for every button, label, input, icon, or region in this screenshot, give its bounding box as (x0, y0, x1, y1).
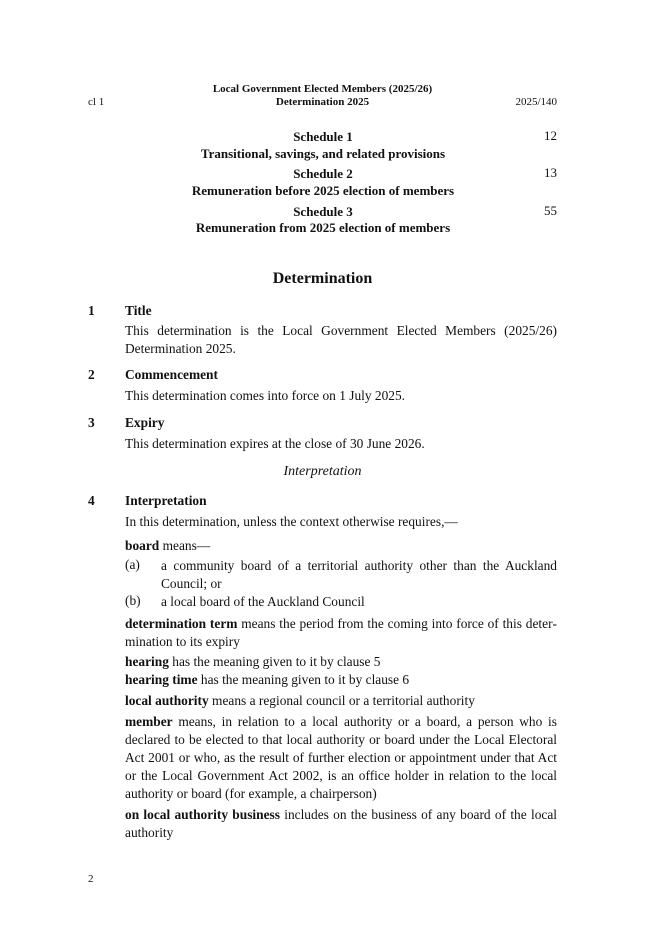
clause-2-text: This determination comes into force on 1 July 2025. (125, 388, 406, 403)
clause-2-heading: Commencement (125, 367, 218, 382)
schedule-3-label: Schedule 3 (293, 204, 353, 219)
definition-member (125, 713, 557, 803)
clause-3-text: This determination expires at the close of 30 June 2026. (125, 436, 425, 451)
schedule-2-label: Schedule 2 (293, 166, 353, 181)
running-header-title-line1: Local Government Elected Members (2025/26) (212, 83, 433, 95)
schedule-2-title: Remuneration before 2025 election of members (191, 183, 455, 198)
definition-text: has the meaning given to it by clause 5 (168, 654, 381, 669)
definition-text: means the period from the coming into force of this determination to its expiry (125, 616, 557, 649)
running-header-document-number: 2025/140 (515, 96, 557, 108)
running-header-clause-ref: cl 1 (88, 96, 105, 108)
clause-4-intro: In this determination, unless the context otherwise requires,— (125, 514, 458, 529)
definition-local-authority (125, 692, 557, 710)
defined-term: hearing time (125, 672, 198, 687)
definition-board (125, 537, 557, 555)
clause-2-number: 2 (88, 367, 95, 382)
clause-1-text: This determination is the Local Government Elected Members (2025/26) Determination 2025. (125, 323, 557, 356)
definition-on-local-authority-business (125, 806, 557, 842)
defined-term: member (125, 714, 173, 729)
clause-3-heading: Expiry (125, 415, 165, 430)
schedule-2-page: 13 (544, 165, 557, 180)
schedule-1-page: 12 (544, 128, 557, 143)
defined-term: local authority (125, 693, 209, 708)
clause-4-heading: Interpretation (125, 493, 207, 508)
paragraph-a-text: a community board of a territorial authority other than the Auckland Council; or (161, 558, 557, 591)
clause-3-number: 3 (88, 415, 95, 430)
definition-hearing (125, 653, 557, 671)
definition-hearing-time (125, 671, 557, 689)
definition-text: means— (159, 538, 211, 553)
definition-determination-term (125, 615, 557, 651)
clause-1-heading: Title (125, 303, 152, 318)
part-heading: Determination (272, 270, 373, 287)
definition-text: means a regional council or a territorial authority (208, 693, 475, 708)
paragraph-a-label: (a) (125, 557, 140, 572)
definition-text: includes on the business of any board of the local authority (125, 807, 557, 840)
clause-4-number: 4 (88, 493, 95, 508)
paragraph-b-label: (b) (125, 593, 141, 608)
defined-term: on local authority business (125, 807, 280, 822)
page-number: 2 (88, 873, 94, 885)
defined-term: determination term (125, 616, 238, 631)
clause-1-number: 1 (88, 303, 95, 318)
schedule-3-page: 55 (544, 203, 557, 218)
definition-text: has the meaning given to it by clause 6 (197, 672, 410, 687)
definition-text: means, in relation to a local authority or a board, a person who is declared to be elected to that local authority or board under the Local Electoral Act 2001 or who, as the result of further election or appointment under that Act or the Local Government Act 2002, is an office holder in relation to the local authority or board (for example, a chairperson) (125, 714, 557, 801)
running-header-title-line2: Determination 2025 (275, 96, 370, 108)
schedule-3-title: Remuneration from 2025 election of members (195, 220, 451, 235)
defined-term: board (125, 538, 160, 553)
paragraph-b-text: a local board of the Auckland Council (161, 594, 365, 609)
interpretation-subheading: Interpretation (283, 464, 362, 479)
schedule-1-label: Schedule 1 (293, 129, 353, 144)
defined-term: hearing (125, 654, 169, 669)
schedule-1-title: Transitional, savings, and related provisions (200, 146, 446, 161)
